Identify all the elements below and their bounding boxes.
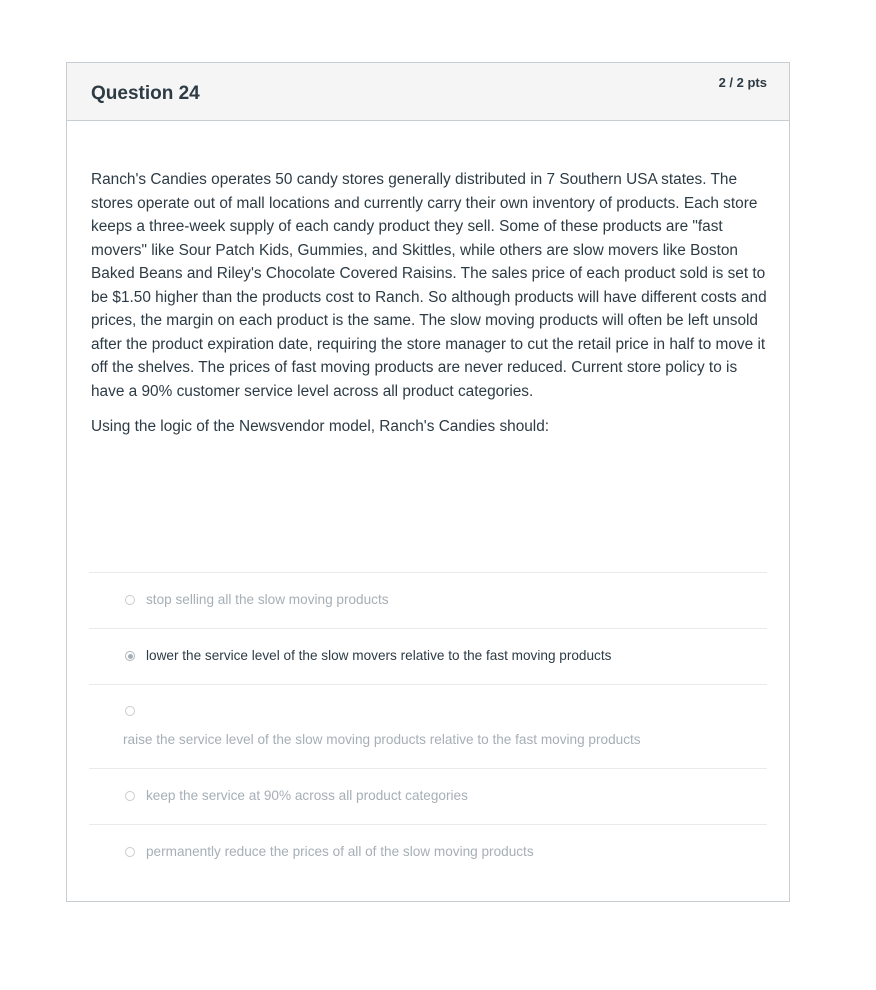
- answer-option-selected[interactable]: [89, 628, 767, 684]
- answer-label: raise the service level of the slow moving products relative to the fast moving products: [123, 732, 641, 747]
- radio-icon[interactable]: [125, 595, 135, 605]
- answer-option[interactable]: [89, 684, 767, 768]
- question-title: Question 24: [91, 83, 200, 104]
- question-header: [67, 63, 789, 121]
- answer-label: stop selling all the slow moving products: [146, 592, 389, 607]
- radio-icon[interactable]: [125, 847, 135, 857]
- radio-icon[interactable]: [125, 791, 135, 801]
- question-text: Ranch's Candies operates 50 candy stores generally distributed in 7 Southern USA states. The stores operate out of mall locations and currently carry their own inventory of products. Each store keeps a three-week supply of each candy product they sell. Some of these products are "fast movers" like Sour Patch Kids, Gummies, and Skittles, while others are slow movers like Boston Baked Beans and Riley's Chocolate Covered Raisins. The sales price of each product sold is set to be $1.50 higher than the products cost to Ranch. So although products will have different costs and prices, the margin on each product is the same. The slow moving products will often be left unsold after the product expiration date, requiring the store manager to cut the retail price in half to move it off the shelves. The prices of fast moving products are never reduced. Current store policy to is have a 90% customer service level across all product categories.: [91, 171, 767, 400]
- question-card: [66, 62, 790, 902]
- answer-label: keep the service at 90% across all product categories: [146, 788, 468, 803]
- question-points: 2 / 2 pts: [718, 75, 767, 90]
- question-prompt: Using the logic of the Newsvendor model, Ranch's Candies should:: [91, 418, 550, 435]
- question-body: [91, 168, 769, 439]
- answer-label: lower the service level of the slow movers relative to the fast moving products: [146, 648, 612, 663]
- answer-option[interactable]: [89, 824, 767, 880]
- answer-option[interactable]: [89, 572, 767, 628]
- radio-icon[interactable]: [125, 706, 135, 716]
- answer-label: permanently reduce the prices of all of the slow moving products: [146, 844, 534, 859]
- answer-option[interactable]: [89, 768, 767, 824]
- answer-list: [89, 572, 767, 880]
- radio-checked-icon[interactable]: [125, 651, 135, 661]
